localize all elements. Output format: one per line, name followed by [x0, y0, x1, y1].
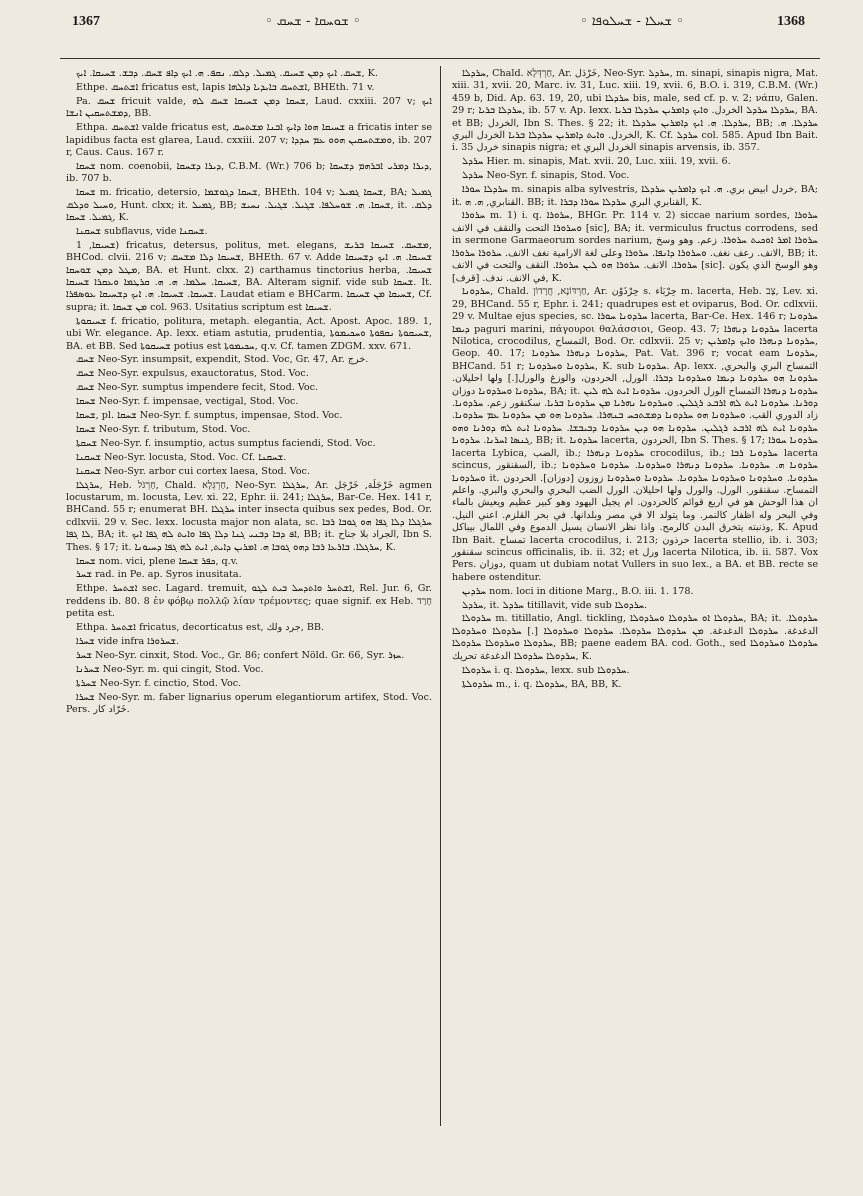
dictionary-entry: ܫܚܝܩܐ, 1) fricatus, detersus, politus, met. elegans, ܡܫܚܩ. ܫܚܝܩܐ ܒܪܝܫ, BHCod. clvii. 216 v; ܫܚܝܩܐ ܕܠܐ ܡܫܚܩ, BHEth. 67 v. Adde ܫܚܝܩܐ. ܗ. ܐܝܟ ܕܫܚܝܩܐ ܡܛܠ ܕܡܢ ܫܘܚܩܐ, BA. et Hunt. clxx. 2) carthamus tinctorius herba, ܫܚܝܩܐ. ܫܚܝܩܐ. ܚܠܡܐ. ܗ. ܗ. ܩܪܛܡܐ ܘܥܩܪܐ ܫܚܝܩܐ, BA. Alteram signif. vide sub ܫܚܩܐ. It. ܫܚܝܩܐ. ܫܚܝܩܐ. ܗ. ܐܝܟ ܕܫܚܝܩܐ ܥܘܣܦܪܐ. Laudat etiam e BHCarm. ܫܚܝܩܐ ܡܢ ܫܚܝܩܐ, Cf. supra; it. ܡܢ ܫܚܩܐ col. 963. Usitatius scriptum est ܫܚܝܩܐ.: [66, 239, 433, 313]
dictionary-entry: ܚܪܕܘܠܬܐ m., i. q. ܚܪܕܘܠܐ, BA, BB, K.: [462, 678, 622, 690]
dictionary-entry: ܚܪܕܠ, it. ܚܪܕܠ titillavit, vide sub ܚܪܕܘܠܐ.: [462, 599, 648, 611]
dictionary-entry: ܚܪܕܠܐ ܚܘܪܐ m. sinapis alba sylvestris, خردل ابيض بري. ܗ. ܐܝܟ ܕܐܡܪܝܢ ܚܪܕܠܐ, BA; it. القنابري, ܗ. ܗ. BB; it. القنابري البري ܚܪܕܠܐ ܚܘܪܐ ܕܒܪܐ, K.: [452, 184, 818, 208]
dictionary-entry: ܫܚܪܢܐ Neo-Syr. m. qui cingit, Stod. Voc.: [76, 663, 264, 675]
dictionary-entry: ܚܪܕܠ Hier. m. sinapis, Mat. xvii. 20, Luc. xiii. 19, xvii. 6.: [462, 156, 731, 168]
dictionary-entry: ܚܪܓܠܐ, Heb. חַרְגֹּל, Chald. חַרְגְּלָא, Neo-Syr. ܚܪܓܠܐ, Ar. خَرْجَلَة, خَرْجَل agmen locustarum, m. locusta, Lev. xi. 22, Ephr. ii. 241; ܚܪܓܠܐ, Bar-Ce. Hex. 141 r, BHCand. 55 r; enumerat BH. ܚܪܓܠܐ inter insecta quibus sex pedes, Bod. Or. cdlxvii. 29 v. Sec. lexx. locusta major non alata, sc. ܚܪܓܠܐ ܕܠܐ ܓܦܐ ܗܘ ܓܘܒܐ ܪܒܐ ܠܐ ܓܦܐ, BA; it. ܐܦ ܕܒܐ ܕܒܢܝ ܓܢܐ ܕܠܐ ܓܦܐ ܘܐܝܬ ܠܗ ܓܦܐ ܐܝܟ, BB; it. الجراد بلا جناح, Ibn S. Thes. § 17; it. ܚܪܓܠܐ. ܒܐܪܥܐ ܪܒܐ ܕܗܘ ܓܘܒܐ ܗ. ܐܡܪܝܢ ܕܐܝܬ, ܐܝܬ ܠܗ ܓܦܐ ܕܚܝܘܢܐ, K.: [66, 479, 432, 553]
dictionary-entry: Pa. ܫܚܩ fricuit valde, ܫܚܩܐ ܕܡܢ ܫܚܝܩܐ ܫܚܩ ܠܗ, Laud. cxxiii. 207 v; ܐܝܟ ܕܡܫܬܚܩܝܢ ܐܢܫܐ, BB.: [66, 95, 433, 120]
dictionary-entry: Ethpa. ܐܫܬܚܪ fricatus, decorticatus est, جرد ولك, BB.: [76, 622, 324, 634]
dictionary-entry: Ethpa. ܐܫܬܚܩ valde fricatus est, ܫܚܝܩܐ ܗܘܐ ܕܐܝܟ ܐܒܢܐ ܡܫܬܚܩ a fricatis inter se lapidibus facta est glarea, Laud. cxxiii. 207 v; ܘܡܫܬܚܩܝܢ ܗܘܘ ܥܡ ܚܕܕܐ, ib. 207 r, Caus. Caus. 167 r.: [66, 122, 432, 158]
dictionary-entry: ܫܚܩ. ܐܝܟ ܕܡܢ ܫܚܝܩ. ܓܡܝܠ. ܕܠܩ. ܢܩܦ. ܗ. ܐܝܟ ܕܐܦ ܫܚܩ. ܕܒܫ. ܫܚܝܩܐ. ܐܝܟ, K.: [76, 68, 378, 79]
dictionary-entry: Ethpe. ܐܫܬܚܩ fricatus est, lapis ܐܫܬܚܩ ܒܐܝܕܝܐ ܕܐܠܗܐ, BHEth. 71 v.: [76, 81, 375, 93]
dictionary-entry: ܚܪܕܝܢ nom. loci in ditione Marg., B.O. iii. 1. 178.: [462, 585, 694, 597]
left-column: [66, 68, 432, 718]
dictionary-entry: ܫܚܩܬܐ Neo-Syr. f. insumptio, actus sumptus faciendi, Stod. Voc.: [76, 437, 376, 449]
dictionary-entry: ܫܚܩܢܐ subflavus, vide ܫܚܩܢܐ.: [76, 225, 208, 237]
left-page-number: 1367: [72, 14, 100, 29]
dictionary-entry: ܫܚܩ Neo-Syr. sumptus impendere fecit, Stod. Voc.: [76, 382, 319, 394]
dictionary-entry: ܫܚܝܩܘܬܐ f. fricatio, politura, metaph. elegantia, Act. Apost. Apoc. 189. 1, ubi Wr. elegance. Ap. lexx. etiam astutia, prudentia, ܫܚܝܩܘܬܐ ܢܩܦܘܬܐ ܘܚܟܝܡܘܬܐ, BA. et BB. Sed ܫܚܝܩܘܬܐ potius est ܚܟܝܡܘܬܐ, q.v. Cf. tamen ZDGM. xxv. 671.: [66, 315, 432, 352]
dictionary-entry: ܚܪܘܪܐ m. 1) i. q. ܚܪܘܪܐ, BHGr. Pr. 114 v. 2) siccae narium sordes, ܚܪܘܪܐ ܘܚܪܘܪܐ التحت والنقف في الانف [sic], BA; it. vermiculus fructus corrodens, sed in sermone Garmaeorum sordes narium, ܚܪܘܪܐ ܐܡܪ ܐܘܟܝܬ ܚܪܘܪܐ. زعم. وهو وسخ الانف. رعف نغف. ܘܚܪܘܪܐ ܕܐܢܦܐ. ܚܪܘܪܐ وعلى لغة الارامية نغف الانف. ܚܪܘܪܐ ܚܪܘܪܐ, BB; it. ܚܪܘܪܐ. الانف. ܚܪܘܪܐ ܗܘ ܠܝܢ ܚܪܘܪܐ. النقف والتحت في الانف [sic]. وهو الوسخ الذي يكون في الانف. ندف. [قرف], K.: [452, 210, 818, 284]
dictionary-entry: ܫܚܩܐ nom. coenobii, ܕܝܪܐ ܕܫܚܩܐ, C.B.M. (Wr.) 706 b; ܕܝܪܐ ܕܡܪܝ ܐܒܪܗܡ ܕܫܚܩܐ, ib. 707 b.: [66, 160, 433, 185]
dictionary-entry: ܫܚܩ Neo-Syr. insumpsit, expendit, Stod. Voc, Gr. 47, Ar. خرج.: [76, 354, 369, 366]
dictionary-entry: ܫܚܩܢܐ Neo-Syr. arbor cui cortex laesa, Stod. Voc.: [76, 465, 310, 477]
right-page-number: 1368: [777, 14, 805, 29]
dictionary-entry: Ethpe. ܐܫܬܚܪ sec. Lagard. tremuit, ܐܫܬܚܪ ܘܐܬܕܚܠ ܒܝܬ ܠܓܘ, Rel. Jur. 6, Gr. reddens ib. 80. 8 ἐν φόβῳ πολλῷ λίαν τρέμοντες; quae signif. ex Heb. חָרַד petita est.: [66, 583, 432, 620]
dictionary-entry: ܚܪܕܘܢܐ, Chald. חַרְדּוֹנָא, חֲרָדוֹן, Ar. حِرْذَوْن s. حِرْبَاء m. lacerta, Heb. צָב, Lev. xi. 29, BHCand. 55 r, Ephr. i. 241; quadrupes est et oviparus, Bod. Or. cdlxvii. 29 v. Multae ejus species, sc. ܚܪܕܘܢܐ ܚܘܪܐ lacerta, Bar-Ce. Hex. 146 r; ܚܪܕܘܢܐ ܕܝܡܐ paguri marini, πάγουροι θαλάσσιοι, Geop. 43. 7; ܚܪܕܘܢܐ ܕܢܗܪܐ lacerta Nilotica, crocodilus, التمساح, Bod. Or. cdlxvii. 25 v; ܚܪܕܘܢܐ ܕܢܗܪܐ ܘܐܝܟ ܕܐܡܪܝܢ, Geop. 40. 17; ܚܪܕܘܢܐ ܕܢܗܪܐ ܚܪܕܘܢܐ, Pat. Vat. 396 r; vocat eam ܚܪܕܘܢܐ, BHCand. 51 r; ܚܪܕܘܢܐ ܘܚܪܕܘܢܐ, K. sub ܚܪܕܘܢܐ. Ap. lexx. التمساح البري والبحري, ܚܪܕܘܢܐ ܗܘ ܚܪܕܘܢܐ ܕܝܡܐ ܘܚܪܕܘܢܐ ܕܒܪܐ. الورل, الحردون، والوزغ والورل[.] ولها احليلان. ܚܪܕܘܢܐ ܘܚܪܕܘܢܐ دوزان, BA; it. ܚܪܕܘܢܐ ܕܢܗܪܐ التمساح الورل الحردون. ܚܪܕܘܢܐ ܐܝܬ ܠܗ ܠܝܢ ܕܘܪܢܐ. ܚܪܕܘܢܐ ܐܝܬ ܠܗ ܐܪܒܥ ܪܓܠܝܢ. ܘܚܪܕܘܢܐ ܢܗܪܝܐ ܡܢ ܚܪܕܘܢܐ ܒܪܝܐ. سكنقور زعم. ܚܪܕܘܢܐ. زاد الدوري القب. ܘܚܪܕܘܢܐ ܗܘ ܚܪܕܘܢܐ ܕܡܫܬܟܚ ܒܢܗܪܐ. ܚܪܕܘܢܐ ܗܘ ܡܢ ܚܪܕܘܢܐ ܥܡ ܚܪܕܘܢܐ. ܚܪܕܘܢܐ ܐܝܬ ܠܗ ܐܪܒܥ ܪܓܠܝܢ. ܚܪܕܘܢܐ ܗܘ ܕܝܢ ܚܪܕܘܢܐ ܕܒܝܒܫܐ. ܚܪܕܘܢܐ ܐܝܬ ܠܗ ܕܘܪܢܐ ܘܗܘ ܓܢܣܐ ܐܚܪܢܐ. ܚܪܕܘܢܐ, BB; it. ܚܪܕܘܢܐ lacerta, الحردون, Ibn S. Thes. § 17; ܚܪܕܘܢܐ ܚܘܪܐ lacerta Lybica, الضب, ib.; ܚܪܕܘܢܐ ܕܢܗܪܐ crocodilus, ib.; ܚܪܕܘܢܐ ܪܒܐ lacerta scincus, السقنقور, ib.; ܚܪܕܘܢܐ ܗ. ܚܪܕܘܢܐ. ܚܪܕܘܢܐ ܕܢܗܪܐ ܘܚܪܕܘܢܐ. ܚܪܕܘܢܐ ܘܚܪܕܘܢܐ ܘܚܪܕܘܢܐ it. ܚܪܕܘܢܐ. ܘܚܪܕܘܢܐ ܘܚܪܕܘܢܐ ܚܪܕܘܢܐ. ܚܪܕܘܢܐ ܘܚܪܕܘܢܐ زوزون [دوزان]. الحردون التمساح. سقنقور. الورل. والورل ولها احليلان. الورل الضب البحري والبحري والبري. واعلم ان هذا الوحش هو في اربع قوائم كالحردون. ام يجيل اليهود وهو كبير عظيم ويعيش بالماء وفي البحر وله اظفار كالنمر. وما يتولد الا في مصر وبلدانها. في بحر القلزم. اعني النيل. وذنبته يتخرق البدن كالرمح. واذا نظر الانسان يسيل الدموع وفي اللمال بيباكل, K. Apud Ibn Bait. تمساح lacerta crocodilus, i. 213; حرذون lacerta stellio, ib. i. 303; سقنقور scincus officinalis, ib. ii. 32; et ورل lacerta Nilotica, ib. ii. 587. Vox Pers. دوزان, quam ut dubiam notat Vullers in suo lex., a BA. et BB. recte se habere ostenditur.: [452, 286, 819, 583]
dictionary-entry: ܫܚܪܐ Neo-Syr. m. faber lignarius operum elegantiorum artifex, Stod. Voc. Pers. خَرّاد كار.: [66, 691, 432, 715]
dictionary-entry: ܚܪܕܠ Neo-Syr. f. sinapis, Stod. Voc.: [462, 170, 630, 182]
column-divider: [440, 66, 441, 1126]
right-column: [452, 68, 818, 692]
dictionary-entry: ܫܚܩܐ m. fricatio, detersio, ܫܚܩܐ ܕܓܘܫܡܐ, BHEth. 104 v; ܫܚܩܐ ܓܡܝܠ, BA; ܓܡܝܠ ܘܚܝܠ ܘܕܠܩ, Hunt. clxx; it. ܓܡܝܠ, BB; ܫܚܩܐ. ܗ. ܫܘܚܠܦܐ. ܫܓܝܠ. ܫܓܝܠ. ܢܚܝܫ, it. ܕܠܩ. ܓܡܝܠ. ܫܚܩܐ, K.: [66, 187, 432, 223]
dictionary-entry: ܫܚܩܐ, pl. ܫܚܩܐ Neo-Syr. f. sumptus, impensae, Stod. Voc.: [76, 410, 343, 422]
dictionary-entry: ܫܚܩܢܐ Neo-Syr. locusta, Stod. Voc. Cf. ܫܚܩܢܐ.: [76, 451, 287, 463]
dictionary-entry: ܚܪܕܘܠܐ m. titillatio, Angl. tickling, ܚܪܕܘܠܐ ܐܘ ܚܪܕܘܠܐ ܘܚܪܕܘܠܐ, BA; it. ܚܪܕܘܠܐ. الدغدغة. ܚܪܕܘܠܐ الدغدغة. ܡܢ ܚܪܕܘܠܐ ܚܪܕܘܠܐ. ܚܪܕܘܠܐ ܘܚܪܕܘܠܐ [.] ܚܪܕܘܠܐ ܘܚܪܕܘܠܐ ܚܪܕܘܠܐ ܘܚܪܕܘܠܐ ܚܪܕܘܠܐ, BB; paene eadem BA. cod. Goth., sed ܚܪܕܘܠܐ ܘܚܪܕܘܠܐ ܚܪܕܘܠܐ ܚܪܕܘܠܐ الدغدغة تحريك, K.: [452, 613, 819, 662]
page-header: [0, 0, 863, 52]
dictionary-entry: ܚܪܕܘܠܐ i. q. ܚܪܕܘܠܐ, lexx. sub ܚܪܕܘܠܐ.: [462, 664, 630, 676]
dictionary-entry: ܫܚܩܐ Neo-Syr. f. impensae, vectigal, Stod. Voc.: [76, 396, 299, 408]
dictionary-entry: ܚܪܕܠܐ, Chald. חַרְדְּלָא, Ar. خَرْدَل, Neo-Syr. ܚܪܕܠ, m. sinapi, sinapis nigra, Mat. xiii. 31, xvii. 20, Marc. iv. 31, Luc. xiii. 19, xvii. 6, B.O. i. 319, C.B.M. (Wr.) 459 b, Did. Ap. 63. 19, 20, ubi ܚܪܕܠܐ bis, male, sed cf. p. v. 2; νάπυ, Galen. 29 r; ܚܪܕܠܐ ܒܪܝܐ, ib. 57 v. Ap. lexx. ܚܪܕܠܐ ܚܪܕܠ الخردل. ܘܐܝܟ ܕܐܡܪܝܢ ܚܪܕܠܐ ܒܪܝܐ, BA. et BB; الخردل, Ibn S. Thes. § 22; it. ܚܪܕܠܐ. ܗ. ܐܝܟ ܕܐܡܪܝܢ ܚܪܕܠܐ, BB; ܚܪܕܠܐ. ܗ. الخردل. ܘܐܝܬ ܕܐܡܪܝܢ ܚܪܕܠܐ ܒܪܝܐ الخردل البري, K. Cf. ܚܪܕܠ col. 585. Apud Ibn Bait. i. 35 خردل sinapis nigra; et الخردل البري sinapis arvensis, ib. 357.: [452, 68, 819, 154]
header-rule: [60, 58, 820, 59]
right-running-head: ◦ ܫܚܠܐ - ܫܚܠܘܦܐ ◦: [580, 14, 684, 29]
left-running-head: ◦ ܫܘܚܩܐ - ܫܚܩ ◦: [265, 14, 361, 29]
dictionary-entry: ܫܚܪܐ vide infra ܫܚܪܘܪܐ.: [76, 635, 180, 647]
dictionary-entry: ܫܚܪ Neo-Syr. cinxit, Stod. Voc., Gr. 86; confert Nöld. Gr. 66, Syr. ܚܙܪ.: [76, 649, 405, 661]
dictionary-entry: ܫܚܪܬܐ Neo-Syr. f. cinctio, Stod. Voc.: [76, 677, 242, 689]
dictionary-entry: ܫܚܩܐ nom. vici, plene ܟܦܪ ܫܚܩܐ, q.v.: [76, 555, 239, 567]
dictionary-entry: ܫܚܪ rad. in Pe. ap. Syros inusitata.: [76, 569, 242, 581]
dictionary-entry: ܫܚܩ Neo-Syr. expulsus, exauctoratus, Stod. Voc.: [76, 368, 309, 380]
dictionary-entry: ܫܚܩܐ Neo-Syr. f. tributum, Stod. Voc.: [76, 423, 251, 435]
